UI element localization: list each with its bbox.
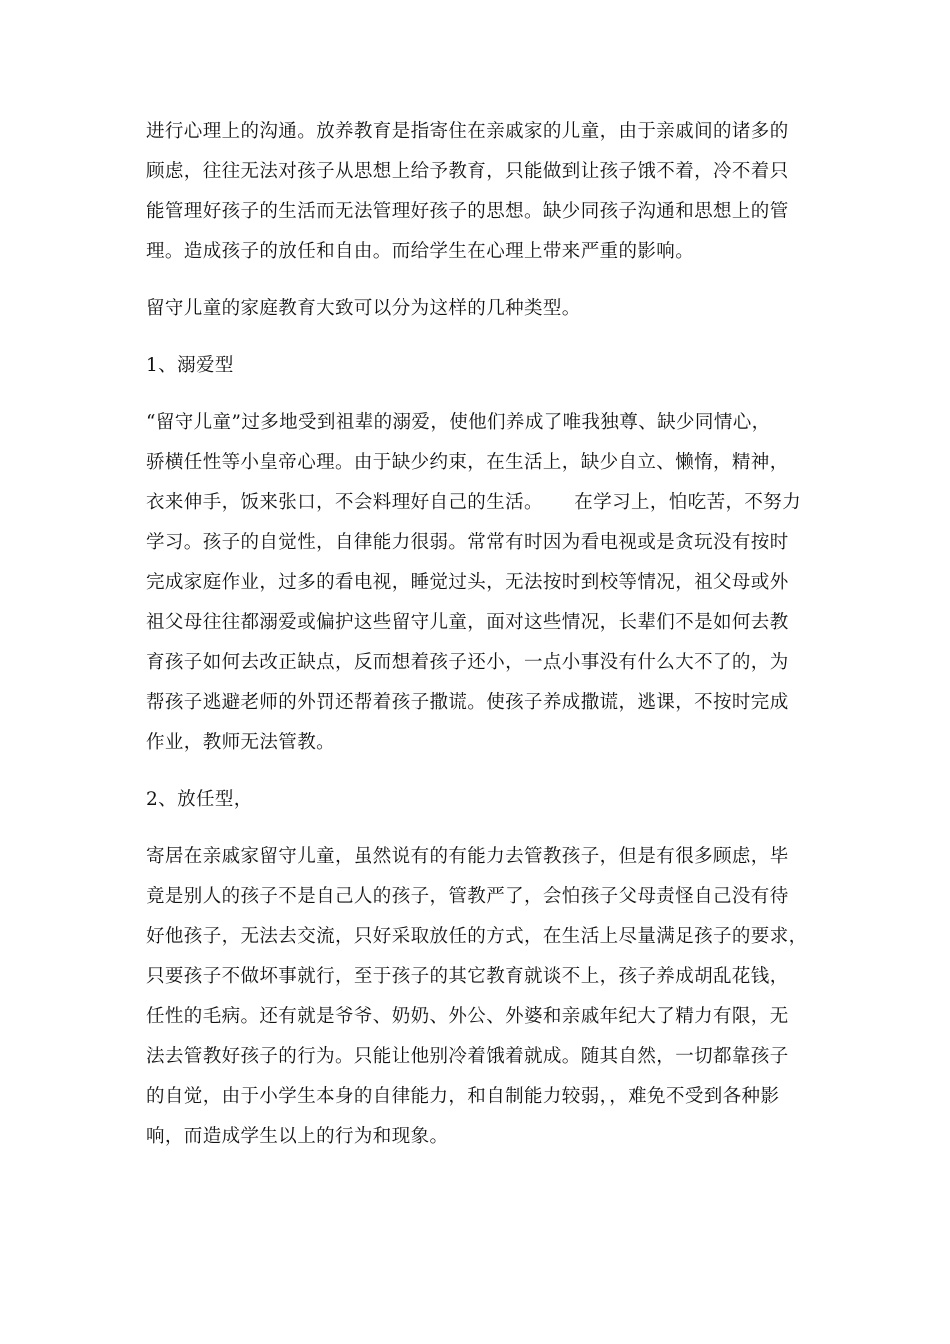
text-line: 法去管教好孩子的行为。只能让他别冷着饿着就成。随其自然，一切都靠孩子 [146,1046,789,1067]
text-line: 育孩子如何去改正缺点，反而想着孩子还小，一点小事没有什么大不了的，为 [146,652,789,673]
paragraph-permissive-type [146,837,806,1157]
text-line: 好他孩子，无法去交流，只好采取放任的方式，在生活上尽量满足孩子的要求， [146,926,808,947]
text-line: 进行心理上的沟通。放养教育是指寄住在亲戚家的儿童，由于亲戚间的诸多的 [146,121,789,142]
text-line: 响，而造成学生以上的行为和现象。 [146,1126,449,1147]
text-line: 作业，教师无法管教。 [146,732,336,753]
text-line: “留守儿童”过多地受到祖辈的溺爱，使他们养成了唯我独尊、缺少同情心， [146,412,771,433]
text-line: 任性的毛病。还有就是爷爷、奶奶、外公、外婆和亲戚年纪大了精力有限，无 [146,1006,789,1027]
text-line: 能管理好孩子的生活而无法管理好孩子的思想。缺少同孩子沟通和思想上的管 [146,201,789,222]
text-line: 竟是别人的孩子不是自己人的孩子，管教严了，会怕孩子父母责怪自己没有待 [146,886,789,907]
heading-text: 1、溺爱型 [146,355,234,376]
heading-text: 2、放任型， [146,789,253,810]
section-heading-doting [146,346,806,386]
text-line: 祖父母往往都溺爱或偏护这些留守儿童，面对这些情况，长辈们不是如何去教 [146,612,789,633]
text-line: 顾虑，往往无法对孩子从思想上给予教育，只能做到让孩子饿不着，冷不着只 [146,161,789,182]
document-body [146,112,806,1174]
text-line: 理。造成孩子的放任和自由。而给学生在心理上带来严重的影响。 [146,241,695,262]
text-line: 只要孩子不做坏事就行，至于孩子的其它教育就谈不上，孩子养成胡乱花钱， [146,966,789,987]
text-line: 留守儿童的家庭教育大致可以分为这样的几种类型。 [146,298,581,319]
paragraph-upbringing-neglect [146,112,806,272]
text-line: 完成家庭作业，过多的看电视，睡觉过头，无法按时到校等情况，祖父母或外 [146,572,789,593]
text-line: 衣来伸手，饭来张口，不会料理好自己的生活。 在学习上，怕吃苦，不努力 [146,492,802,513]
paragraph-types-intro [146,289,806,329]
section-heading-permissive [146,780,806,820]
text-line: 寄居在亲戚家留守儿童，虽然说有的有能力去管教孩子，但是有很多顾虑，毕 [146,846,789,867]
text-line: 学习。孩子的自觉性，自律能力很弱。常常有时因为看电视或是贪玩没有按时 [146,532,789,553]
text-line: 帮孩子逃避老师的外罚还帮着孩子撒谎。使孩子养成撒谎，逃课，不按时完成 [146,692,789,713]
paragraph-doting-type [146,403,806,763]
text-line: 的自觉，由于小学生本身的自律能力，和自制能力较弱，，难免不受到各种影 [146,1086,780,1107]
text-line: 骄横任性等小皇帝心理。由于缺少约束，在生活上，缺少自立、懒惰，精神， [146,452,789,473]
